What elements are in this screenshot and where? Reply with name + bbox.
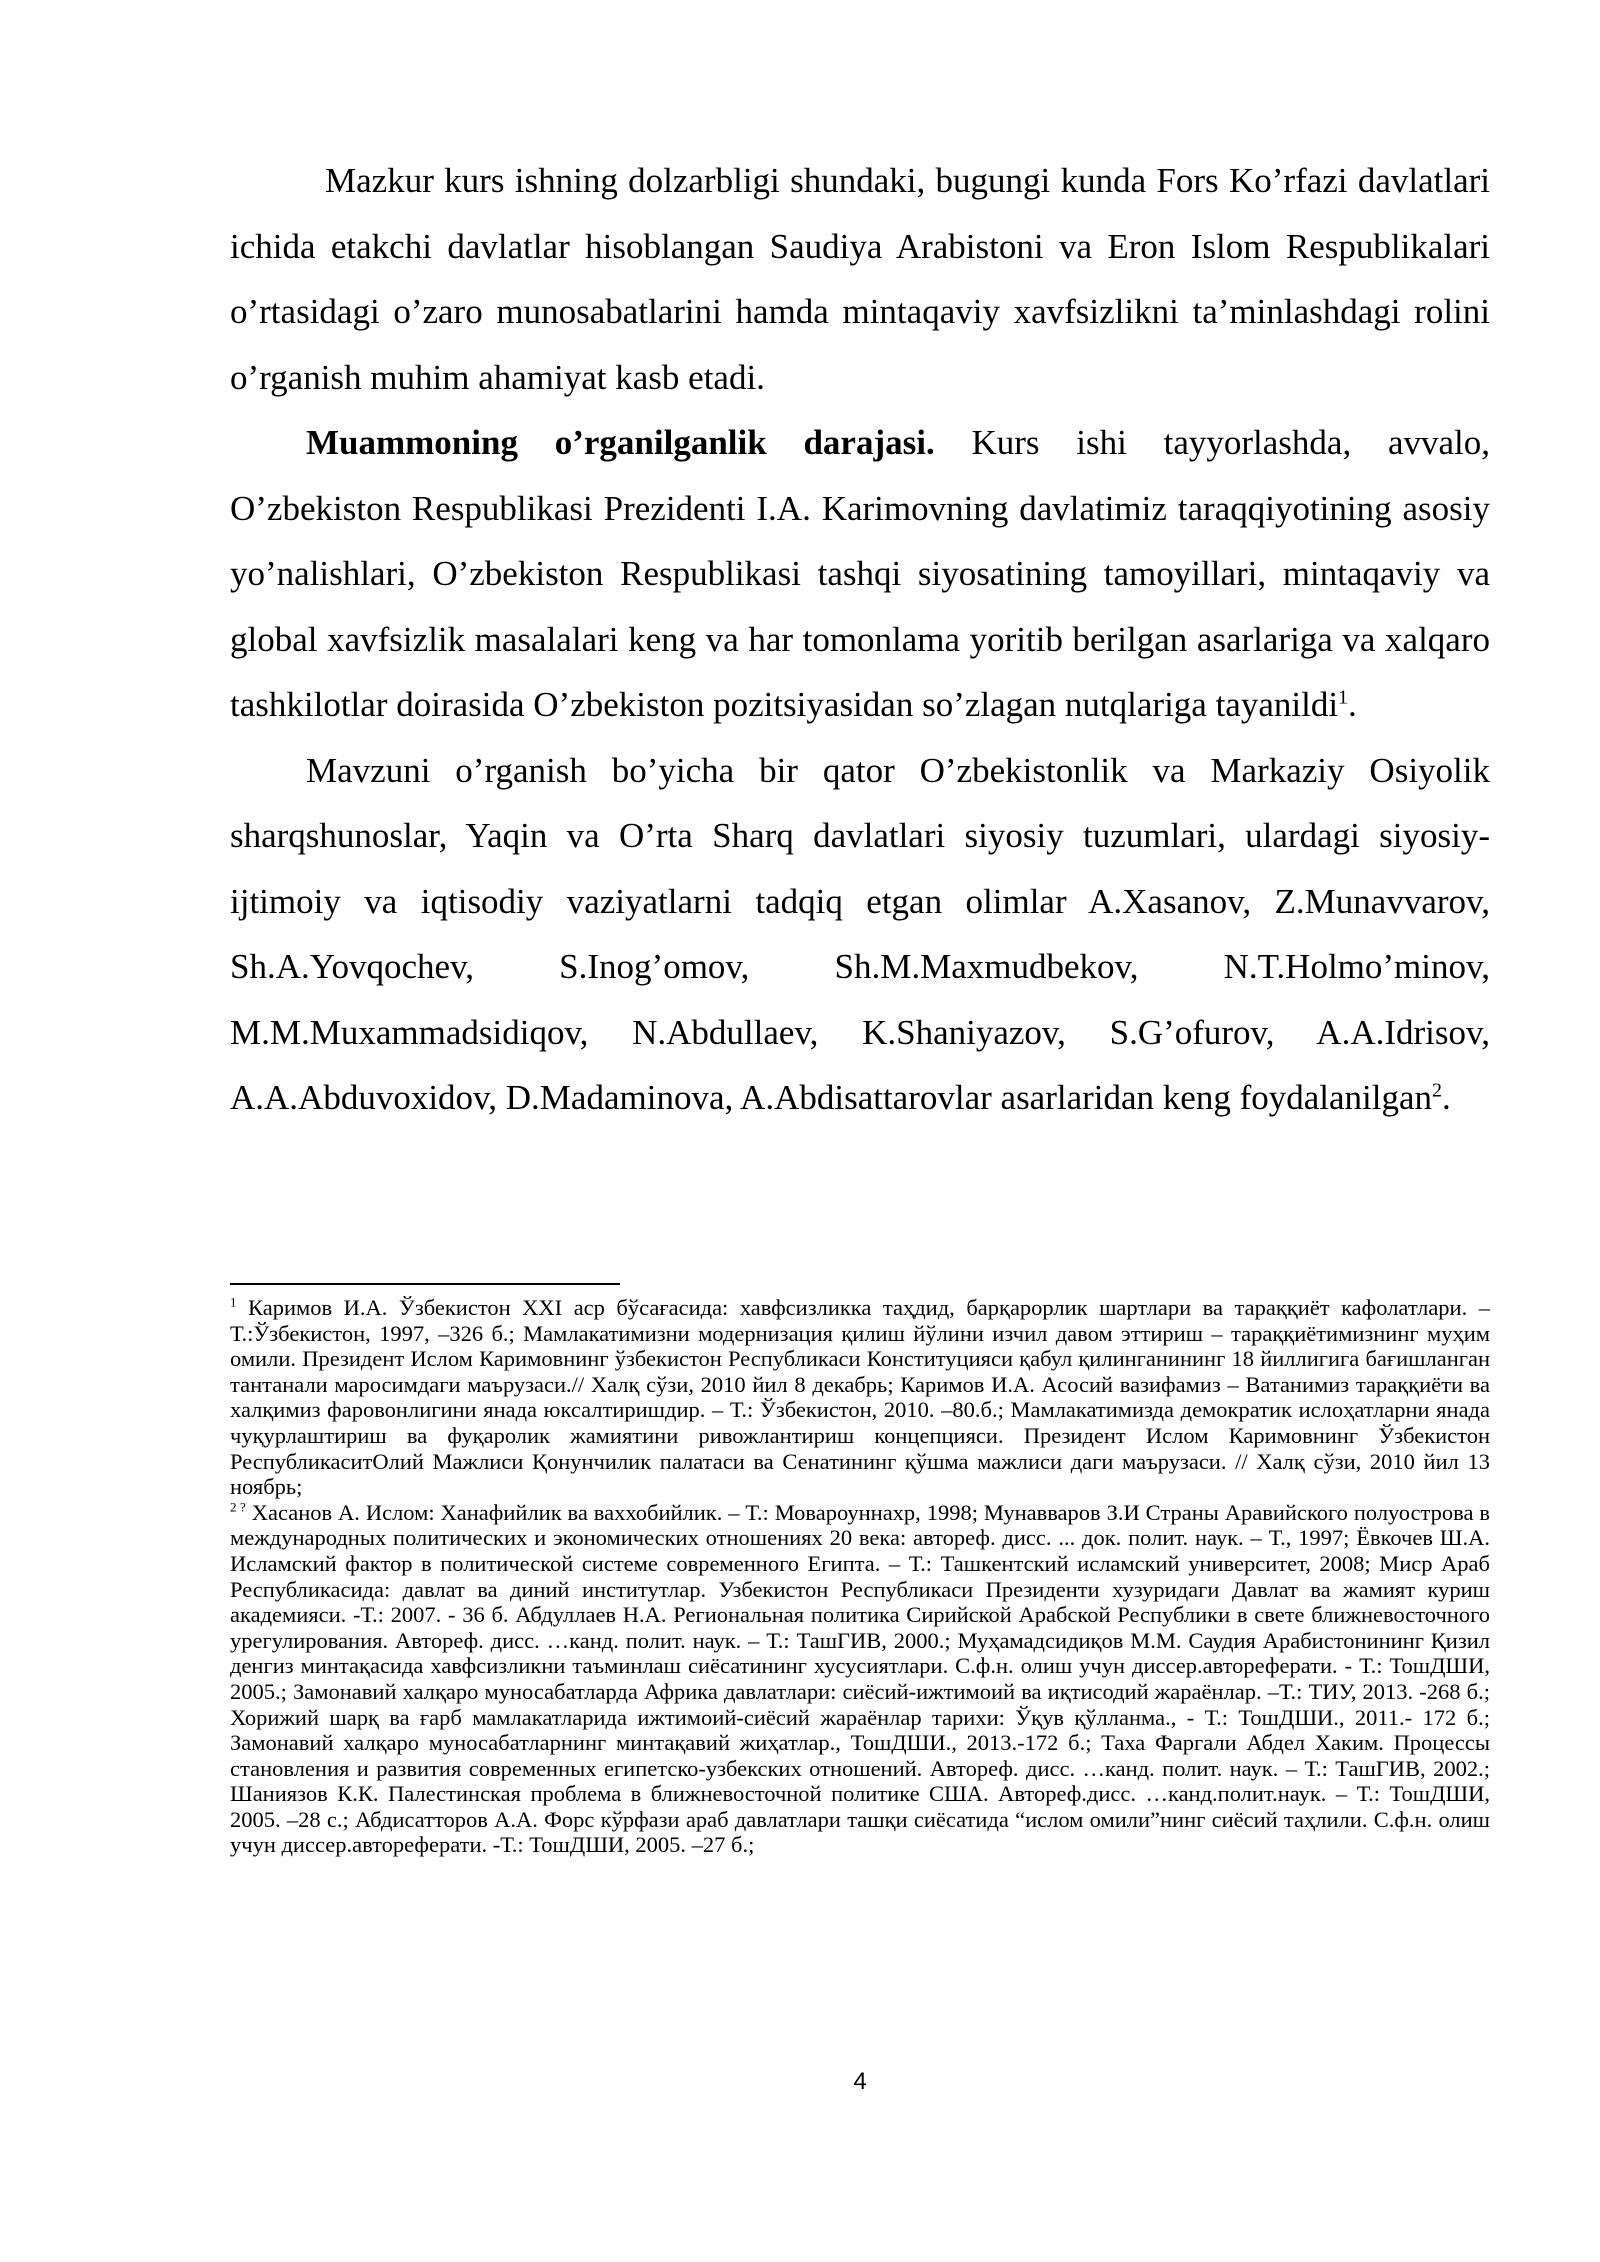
main-text: [230, 148, 1490, 1131]
page-number: 4: [853, 2068, 867, 2095]
footnotes: [230, 1295, 1490, 1858]
footnote-1: [230, 1295, 1490, 1500]
footnote-text: Каримов И.А. Ўзбекистон XXI аср бўсағасида: хавфсизликка таҳдид, барқарорлик шартлари ва тараққиёт кафолатлари. –Т.:Ўзбекистон, 1997, –326 б.; Мамлакатимизни модернизация қилиш йўлини изчил давом эттириш – тараққиётимизнинг муҳим омили. Президент Ислом Каримовнинг ўзбекистон Республикаси Конституцияси қабул қилинганининг 18 йиллигига бағишланган тантанали маросимдаги маърузаси.// Халқ сўзи, 2010 йил 8 декабрь; Каримов И.А. Асосий вазифамиз – Ватанимиз тараққиёти ва халқимиз фаровонлигини янада юксалтиришдир. – Т.: Ўзбекистон, 2010. –80.б.; Мамлакатимизда демократик ислоҳатларни янада чуқурлаштириш ва фуқаролик жамиятини ривожлантириш концепцияси. Президент Ислом Каримовнинг Ўзбекистон РеспубликаситОлий Мажлиси Қонунчилик палатаси ва Сенатининг қўшма мажлиси даги маърузаси. // Халқ сўзи, 2010 йил 13 ноябрь;: [230, 1295, 1490, 1500]
paragraph-end: .: [1348, 685, 1357, 724]
paragraph-text: Mazkur kurs ishning dolzarbligi shundaki, bugungi kunda Fors Ko’rfazi davlatlari ichida etakchi davlatlar hisoblangan Saudiya Arabistoni va Eron Islom Respublikalari o’rtasidagi o’zaro munosabatlarini hamda mintaqaviy xavfsizlikni ta’minlashdagi rolini o’rganish muhim ahamiyat kasb etadi.: [230, 161, 1490, 397]
footnote-separator: [230, 1283, 620, 1285]
footnote-reference[interactable]: 2: [1432, 1079, 1443, 1102]
paragraph-research-degree: [230, 410, 1490, 738]
footnote-2: [230, 1500, 1490, 1858]
footnote-text: Хасанов А. Ислом: Ханафийлик ва ваххобийлик. – Т.: Мовароуннахр, 1998; Мунавваров З.И Страны Аравийского полуострова в международных политических и экономических отношениях 20 века: автореф. дисс. ... док. полит. наук. – Т., 1997; Ёвкочев Ш.А. Исламский фактор в политической системе современного Египта. – Т.: Ташкентский исламский университет, 2008; Миср Араб Республикасида: давлат ва диний институтлар. Узбекистон Республикаси Президенти хузуридаги Давлат ва жамият куриш академияси. -Т.: 2007. - 36 б. Абдуллаев Н.А. Региональная политика Сирийской Арабской Республики в свете ближневосточного урегулирования. Автореф. дисс. …канд. полит. наук. – Т.: ТашГИВ, 2000.; Муҳамадсидиқов М.М. Саудия Арабистонининг Қизил денгиз минтақасида хавфсизликни таъминлаш сиёсатининг хусусиятлари. С.ф.н. олиш учун диссер.автореферати. - Т.: ТошДШИ, 2005.; Замонавий халқаро муносабатларда Африка давлатлари: сиёсий-ижтимоий ва иқтисодий жараёнлар. –Т.: ТИУ, 2013. -268 б.; Хорижий шарқ ва ғарб мамлакатларида ижтимоий-сиёсий жараёнлар тарихи: Ўқув қўлланма., - Т.: ТошДШИ., 2011.- 172 б.; Замонавий халқаро муносабатларнинг минтақавий жиҳатлар., ТошДШИ., 2013.-172 б.; Таха Фаргали Абдел Хаким. Процессы становления и развития современных египетско-узбекских отношений. Автореф. дисс. …канд. полит. наук. – Т.: ТашГИВ, 2002.; Шаниязов К.К. Палестинская проблема в ближневосточной политике США. Автореф.дисс. …канд.полит.наук. – Т.: ТошДШИ, 2005. –28 с.; Абдисатторов А.А. Форс кўрфази араб давлатлари ташқи сиёсатида “ислом омили”нинг сиёсий таҳлили. С.ф.н. олиш учун диссер.автореферати. -Т.: ТошДШИ, 2005. –27 б.;: [230, 1499, 1490, 1858]
paragraph-end: .: [1442, 1078, 1451, 1117]
paragraph-text: Mavzuni o’rganish bo’yicha bir qator O’zbekistonlik va Markaziy Osiyolik sharqshunoslar, Yaqin va O’rta Sharq davlatlari siyosiy tuzumlari, ulardagi siyosiy-ijtimoiy va iqtisodiy vaziyatlarni tadqiq etgan olimlar A.Xasanov, Z.Munavvarov, Sh.A.Yovqochev, S.Inog’omov, Sh.M.Maxmudbekov, N.T.Holmo’minov, M.M.Muxammadsidiqov, N.Abdullaev, K.Shaniyazov, S.G’ofurov, A.A.Idrisov, A.A.Abduvoxidov, D.Madaminova, A.Abdisattarovlar asarlaridan keng foydalanilgan: [230, 750, 1490, 1117]
section-heading: Muammoning o’rganilganlik darajasi.: [306, 423, 935, 462]
document-page: [230, 0, 1490, 2262]
paragraph-relevance: [230, 148, 1490, 410]
footnote-marker: 1: [230, 1294, 237, 1310]
footnote-marker: 2 ?: [230, 1499, 246, 1515]
footnote-reference[interactable]: 1: [1338, 686, 1349, 709]
paragraph-scholars: [230, 738, 1490, 1131]
paragraph-text: Kurs ishi tayyorlashda, avvalo, O’zbekiston Respublikasi Prezidenti I.A. Karimovning davlatimiz taraqqiyotining asosiy yo’nalishlari, O’zbekiston Respublikasi tashqi siyosatining tamoyillari, mintaqaviy va global xavfsizlik masalalari keng va har tomonlama yoritib berilgan asarlariga va xalqaro tashkilotlar doirasida O’zbekiston pozitsiyasidan so’zlagan nutqlariga tayanildi: [230, 423, 1490, 724]
